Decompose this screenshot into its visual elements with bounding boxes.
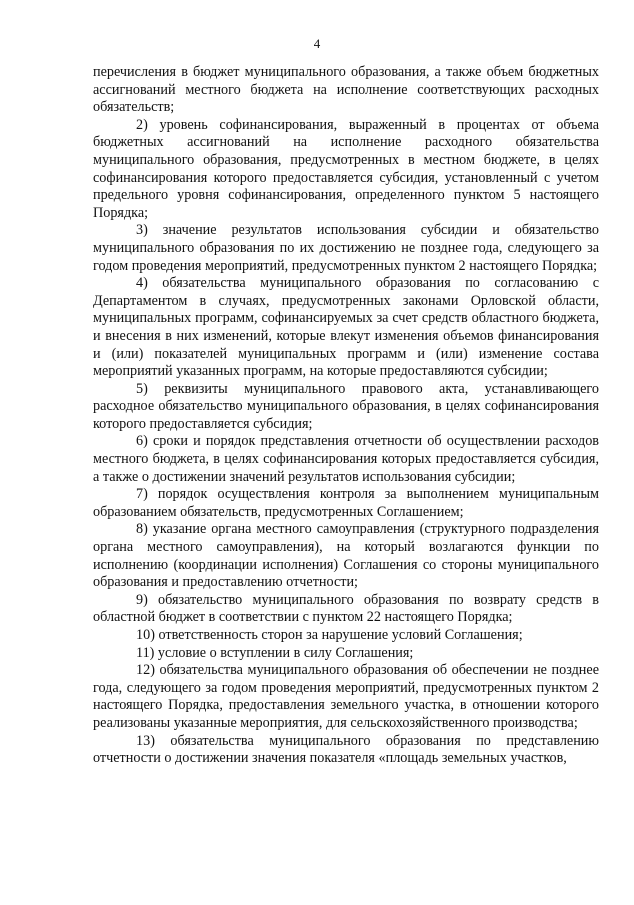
paragraph-continuation: перечисления в бюджет муниципального образования, а также объем бюджетных ассигнований местного бюджета на исполнение соответствующих расходных обязательств;: [93, 64, 599, 116]
paragraph-item-2: 2) уровень софинансирования, выраженный в процентах от объема бюджетных ассигнований на исполнение расходного обязательства муниципального образования, предусмотренных в местном бюджете, в целях софинансирования которого предоставляется субсидия, установленный с учетом предельного уровня софинансирования, определенного пунктом 5 настоящего Порядка;: [93, 116, 599, 221]
page-number: 4: [313, 36, 321, 51]
paragraph-item-12: 12) обязательства муниципального образования об обеспечении не позднее года, следующего за годом проведения мероприятий, предусмотренных пунктом 2 настоящего Порядка, предоставления земельного участка, в отношении которого реализованы указанные мероприятия, для сельскохозяйственного производства;: [93, 662, 599, 731]
paragraph-item-9: 9) обязательство муниципального образования по возврату средств в областной бюджет в соответствии с пунктом 22 настоящего Порядка;: [93, 591, 599, 626]
paragraph-item-13: 13) обязательства муниципального образования по представлению отчетности о достижении значения показателя «площадь земельных участков,: [93, 732, 599, 767]
paragraph-item-5: 5) реквизиты муниципального правового акта, устанавливающего расходное обязательство муниципального образования, в целях софинансирования которого предоставляется субсидия;: [93, 380, 599, 432]
paragraph-item-3: 3) значение результатов использования субсидии и обязательство муниципального образования по их достижению не позднее года, следующего за годом проведения мероприятий, предусмотренных пунктом 2 настоящего Порядка;: [93, 222, 599, 274]
paragraph-item-11: 11) условие о вступлении в силу Соглашения;: [136, 644, 414, 661]
paragraph-item-10: 10) ответственность сторон за нарушение условий Соглашения;: [136, 627, 523, 643]
paragraph-item-6: 6) сроки и порядок представления отчетности об осуществлении расходов местного бюджета, в целях софинансирования которых предоставляется субсидия, а также о достижении значений результатов использования субсидии;: [93, 433, 599, 485]
paragraph-item-7: 7) порядок осуществления контроля за выполнением муниципальным образованием обязательств, предусмотренных Соглашением;: [93, 486, 599, 520]
document-body: [93, 64, 599, 768]
paragraph-item-8: 8) указание органа местного самоуправления (структурного подразделения органа местного самоуправления), на который возлагаются функции по исполнению (координации исполнения) Соглашения со стороны муниципального образования и предоставлению отчетности;: [93, 521, 599, 591]
paragraph-item-4: 4) обязательства муниципального образования по согласованию с Департаментом в случаях, предусмотренных законами Орловской области, муниципальных программ, софинансируемых за счет средств областного бюджета, и внесения в них изменений, которые влекут изменения объемов финансирования и (или) показателей муниципальных программ и (или) изменение состава мероприятий указанных программ, на которые предоставляются субсидии;: [93, 275, 599, 380]
